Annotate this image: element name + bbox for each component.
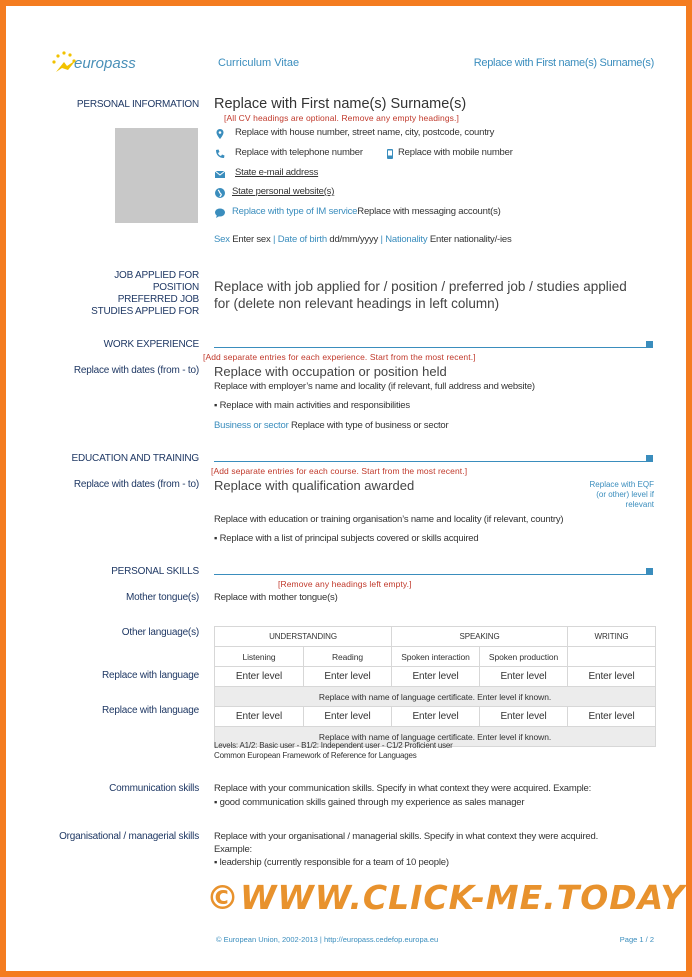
europass-logo <box>50 50 150 80</box>
level-cell: Enter level <box>392 707 480 727</box>
telephone: Replace with telephone number <box>235 147 363 158</box>
level-cell: Enter level <box>480 667 568 687</box>
person-name: Replace with First name(s) Surname(s) <box>214 96 467 112</box>
understanding-header: UNDERSTANDING <box>215 627 392 647</box>
skills-rule-end <box>646 568 653 575</box>
eqf-line-1: Replace with EQF <box>589 480 654 489</box>
table-subheader-row <box>215 647 656 667</box>
table-row <box>215 667 656 687</box>
sector-label: Business or sector <box>214 420 289 431</box>
level-cell: Enter level <box>568 707 656 727</box>
language-table <box>214 626 656 747</box>
sex-value: Enter sex <box>232 234 271 245</box>
level-cell: Enter level <box>215 707 304 727</box>
watermark: ©WWW.CLICK-ME.TODAY <box>206 878 686 917</box>
dob-label: Date of birth <box>277 234 327 245</box>
writing-sub-header <box>568 647 656 667</box>
separator-2: | <box>380 234 383 245</box>
work-employer: Replace with employer’s name and locality (if relevant, full address and website) <box>214 381 535 392</box>
speaking-header: SPEAKING <box>392 627 568 647</box>
job-label-3: PREFERRED JOB <box>117 294 199 305</box>
level-cell: Enter level <box>215 667 304 687</box>
organisational-text-2: Example: <box>214 844 253 855</box>
job-label-2: POSITION <box>152 282 199 293</box>
mobile-phone-icon <box>384 148 396 160</box>
communication-bullet: ▪ good communication skills gained through my experience as sales manager <box>214 797 525 808</box>
job-text-1: Replace with job applied for / position / preferred job / studies applied <box>214 279 627 294</box>
levels-note-2: Common European Framework of Reference for Languages <box>214 751 417 760</box>
header-name: Replace with First name(s) Surname(s) <box>473 57 654 69</box>
certificate-cell: Replace with name of language certificate. Enter level if known. <box>215 727 656 747</box>
communication-label: Communication skills <box>109 783 199 794</box>
table-row <box>215 707 656 727</box>
education-dates: Replace with dates (from - to) <box>73 479 199 490</box>
language-1-label: Replace with language <box>102 670 199 681</box>
doc-title: Curriculum Vitae <box>218 57 300 69</box>
cv-page <box>6 6 686 971</box>
optional-note: [All CV headings are optional. Remove any empty headings.] <box>224 113 459 123</box>
education-note: [Add separate entries for each course. Start from the most recent.] <box>211 466 468 476</box>
level-cell: Enter level <box>304 667 392 687</box>
education-title: Replace with qualification awarded <box>214 478 415 493</box>
skills-note: [Remove any headings left empty.] <box>278 579 412 589</box>
listening-header: Listening <box>215 647 304 667</box>
im-account: Replace with messaging account(s) <box>357 206 501 217</box>
skills-heading: PERSONAL SKILLS <box>111 566 199 577</box>
globe-icon <box>214 187 226 199</box>
sector-value: Replace with type of business or sector <box>291 420 449 431</box>
work-dates: Replace with dates (from - to) <box>73 365 199 376</box>
work-rule <box>214 347 649 348</box>
level-cell: Enter level <box>568 667 656 687</box>
address: Replace with house number, street name, city, postcode, country <box>235 127 495 138</box>
work-note: [Add separate entries for each experience. Start from the most recent.] <box>203 352 476 362</box>
skills-rule <box>214 574 649 575</box>
work-activities: ▪ Replace with main activities and responsibilities <box>214 400 410 411</box>
photo-placeholder <box>115 128 198 223</box>
level-cell: Enter level <box>304 707 392 727</box>
work-rule-end <box>646 341 653 348</box>
education-heading: EDUCATION AND TRAINING <box>71 453 199 464</box>
education-org: Replace with education or training organisation’s name and locality (if relevant, country) <box>214 514 564 525</box>
nationality-value: Enter nationality/-ies <box>429 234 512 245</box>
writing-header: WRITING <box>568 627 656 647</box>
other-languages-label: Other language(s) <box>121 627 199 638</box>
mother-tongue-label: Mother tongue(s) <box>126 592 199 603</box>
language-2-label: Replace with language <box>102 705 199 716</box>
communication-text: Replace with your communication skills. Specify in what context they were acquired. Example: <box>214 783 592 794</box>
work-title: Replace with occupation or position held <box>214 364 447 379</box>
level-cell: Enter level <box>480 707 568 727</box>
work-sector-line <box>214 420 448 431</box>
location-pin-icon <box>214 128 226 140</box>
job-text-2: for (delete non relevant headings in left column) <box>214 296 500 311</box>
reading-header: Reading <box>304 647 392 667</box>
education-rule <box>214 461 649 462</box>
website-link[interactable]: State personal website(s) <box>232 186 335 197</box>
eqf-line-3: relevant <box>625 500 654 509</box>
chat-bubble-icon <box>214 207 226 219</box>
table-header-row <box>215 627 656 647</box>
email-icon <box>214 168 226 180</box>
work-heading: WORK EXPERIENCE <box>103 339 199 350</box>
organisational-text-1: Replace with your organisational / managerial skills. Specify in what context they were acquired. <box>214 831 599 842</box>
production-header: Spoken production <box>480 647 568 667</box>
certificate-cell: Replace with name of language certificate. Enter level if known. <box>215 687 656 707</box>
education-subjects: ▪ Replace with a list of principal subjects covered or skills acquired <box>214 533 479 544</box>
education-rule-end <box>646 455 653 462</box>
job-label-1: JOB APPLIED FOR <box>114 270 199 281</box>
mobile: Replace with mobile number <box>398 147 513 158</box>
interaction-header: Spoken interaction <box>392 647 480 667</box>
phone-icon <box>214 148 226 160</box>
email-link[interactable]: State e-mail address <box>235 167 319 178</box>
personal-details-line <box>214 234 512 245</box>
organisational-bullet: ▪ leadership (currently responsible for a team of 10 people) <box>214 857 449 868</box>
footer-copyright: © European Union, 2002-2013 | http://europass.cedefop.europa.eu <box>216 935 439 944</box>
footer-page-number: Page 1 / 2 <box>619 935 654 944</box>
levels-note-1: Levels: A1/2: Basic user - B1/2: Independent user - C1/2 Proficient user <box>214 741 453 750</box>
sex-label: Sex <box>214 234 230 245</box>
nationality-label: Nationality <box>385 234 428 245</box>
job-label-4: STUDIES APPLIED FOR <box>91 306 199 317</box>
mother-tongue-value: Replace with mother tongue(s) <box>214 592 338 603</box>
table-row <box>215 687 656 707</box>
im-type: Replace with type of IM service <box>232 206 358 217</box>
eqf-line-2: (or other) level if <box>596 490 654 499</box>
separator-1: | <box>273 234 276 245</box>
logo-text: europass <box>74 55 136 72</box>
level-cell: Enter level <box>392 667 480 687</box>
organisational-label: Organisational / managerial skills <box>59 831 199 842</box>
personal-info-heading: PERSONAL INFORMATION <box>76 99 199 110</box>
dob-value: dd/mm/yyyy <box>329 234 379 245</box>
im-line <box>232 206 501 217</box>
